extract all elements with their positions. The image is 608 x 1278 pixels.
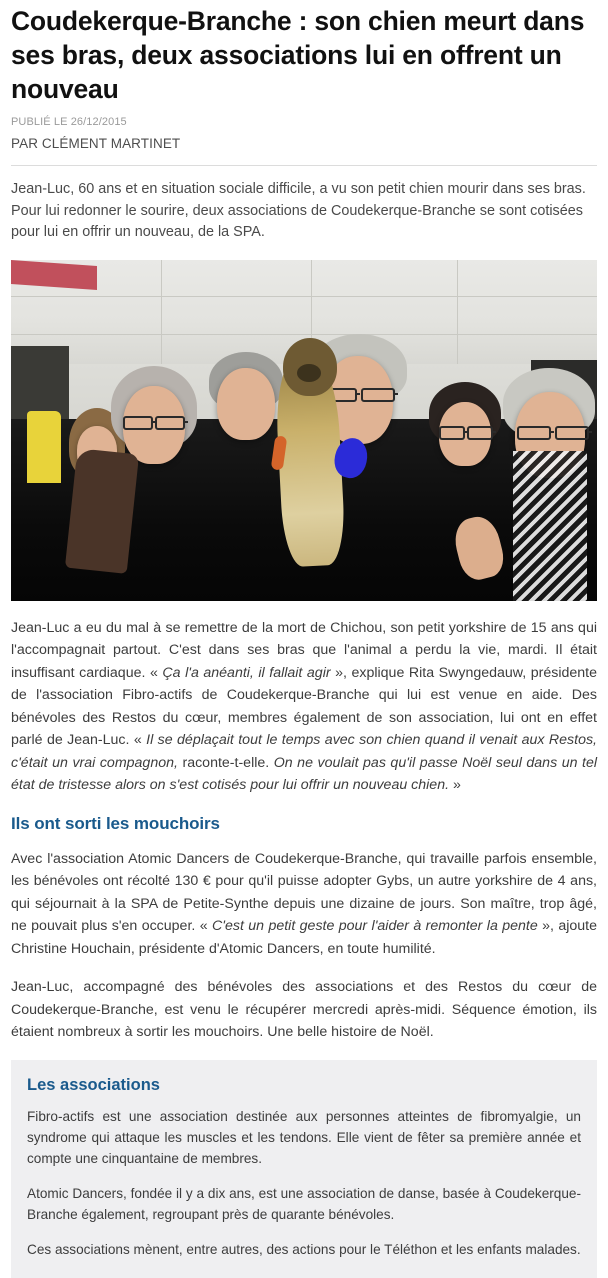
quoted-italic-text: On ne voulait pas qu'il passe Noël seul dans un tel état de tristesse alors on s'est cotisés pour lui offrir un nouveau chien.	[11, 754, 597, 793]
polka-dot-scarf	[65, 448, 139, 574]
article-paragraph	[11, 976, 597, 1044]
article-lede: Jean-Luc, 60 ans et en situation sociale difficile, a vu son petit chien mourir dans ses bras. Pour lui redonner le sourire, deux associations de Coudekerque-Branche se sont cotisées pour lui en offrir un nouveau, de la SPA.	[11, 181, 586, 240]
eyeglasses-icon	[123, 416, 153, 430]
publish-date: PUBLIÉ LE 26/12/2015	[11, 116, 127, 128]
yellow-jacket	[27, 411, 61, 483]
associations-infobox	[11, 1060, 597, 1278]
patterned-scarf	[513, 451, 587, 601]
article-page	[0, 4, 608, 1278]
dog-muzzle	[297, 364, 321, 382]
ceiling-grid-line	[11, 334, 597, 335]
article-paragraph	[11, 848, 597, 961]
infobox-title: Les associations	[27, 1075, 160, 1094]
eyeglasses-icon	[439, 426, 465, 440]
eyeglasses-icon	[555, 426, 589, 440]
article-photo	[11, 260, 597, 601]
infobox-paragraph: Atomic Dancers, fondée il y a dix ans, est une association de danse, basée à Coudekerque-Branche également, regroupant près de quarante bénévoles.	[27, 1185, 581, 1222]
paragraph-text: Jean-Luc a eu du mal à se remettre de la mort de Chichou, son petit yorkshire de 15 ans qui l'accompagnait partout. C'est dans ses bras que l'animal a perdu la vie, mardi. Il était insuffisant cardiaque. «	[11, 619, 597, 681]
byline-author: PAR CLÉMENT MARTINET	[11, 136, 181, 151]
quoted-italic-text: C'est un petit geste pour l'aider à remonter la pente	[212, 918, 538, 934]
eyeglasses-icon	[155, 416, 185, 430]
paragraph-text: Avec l'association Atomic Dancers de Coudekerque-Branche, qui travaille parfois ensemble, les bénévoles ont récolté 130 € pour qu'il puisse adopter Gybs, un autre yorkshire de 4 ans, qui séjournait à la SPA de Petite-Synthe depuis une dizaine de jours. Son maître, trop âgé, ne pouvait plus s'en occuper. «	[11, 850, 597, 934]
quoted-italic-text: Ça l'a anéanti, il fallait agir	[162, 664, 331, 681]
paragraph-text: », ajoute Christine Houchain, présidente d'Atomic Dancers, en toute humilité.	[11, 918, 598, 957]
eyeglasses-icon	[517, 426, 551, 440]
page-title: Coudekerque-Branche : son chien meurt dans ses bras, deux associations lui en offrent un nouveau	[11, 6, 585, 104]
paragraph-text: », explique Rita Swyngedauw, présidente de l'association Fibro-actifs de Coudekerque-Branche qui lui est venue en aide. Des bénévoles des Restos du cœur, membres également de son association, lui ont en effet parlé de Jean-Luc. «	[11, 664, 598, 748]
eyeglasses-icon	[361, 388, 395, 402]
ceiling-grid-line	[11, 296, 597, 297]
person-face	[217, 368, 275, 440]
quoted-italic-text: Il se déplaçait tout le temps avec son chien quand il venait aux Restos, c'était un vrai compagnon,	[11, 732, 597, 771]
eyeglasses-icon	[467, 426, 493, 440]
header-divider	[11, 165, 597, 166]
article-paragraph	[11, 617, 597, 797]
infobox-paragraph: Ces associations mènent, entre autres, des actions pour le Téléthon et les enfants malades.	[27, 1241, 581, 1257]
paragraph-text: Jean-Luc, accompagné des bénévoles des associations et des Restos du cœur de Coudekerque-Branche, est venu le récupérer mercredi après-midi. Séquence émotion, ils étaient nombreux à sortir les mouchoirs. Une belle histoire de Noël.	[11, 979, 597, 1040]
paragraph-text: raconte-t-elle.	[177, 754, 274, 771]
photo-scene	[11, 260, 597, 601]
paragraph-text: »	[449, 777, 461, 793]
section-subheading: Ils ont sorti les mouchoirs	[11, 813, 220, 833]
infobox-paragraph: Fibro-actifs est une association destinée aux personnes atteintes de fibromyalgie, un syndrome qui attaque les muscles et les tendons. Elle vient de fêter sa première année et compte une cinquantaine de membres.	[27, 1108, 581, 1166]
